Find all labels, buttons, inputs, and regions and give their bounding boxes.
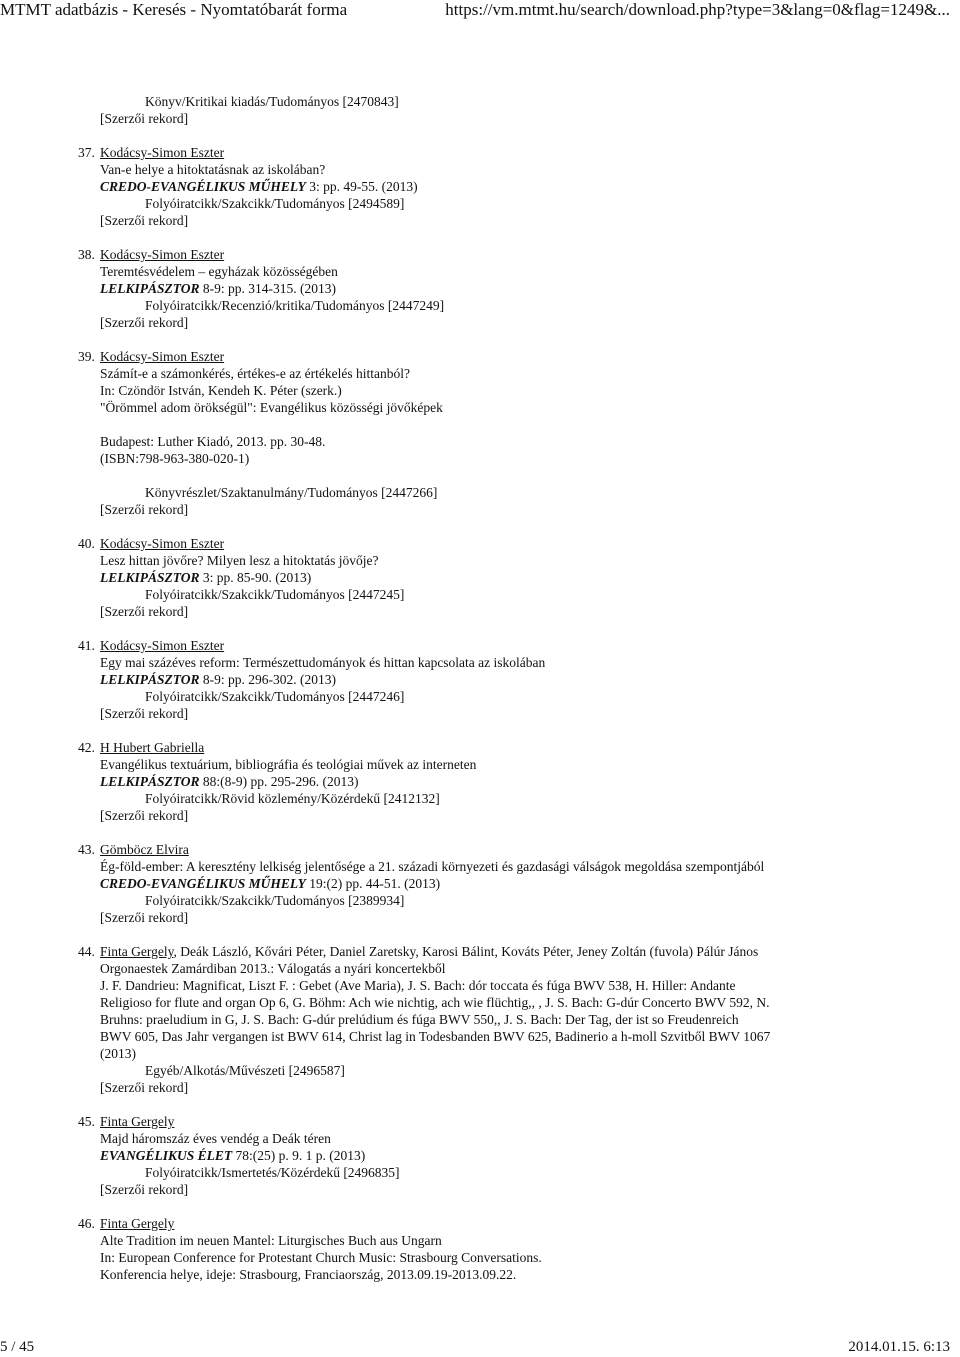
conference-info: Konferencia helye, ideje: Strasbourg, Franciaország, 2013.09.19-2013.09.22. xyxy=(100,1267,517,1282)
entry-type: Könyvrészlet/Szaktanulmány/Tudományos [2447266] xyxy=(145,485,438,500)
page-header-url: https://vm.mtmt.hu/search/download.php?type=3&lang=0&flag=1249&... xyxy=(445,0,950,19)
author-link[interactable]: Kodácsy-Simon Eszter xyxy=(100,349,225,364)
entry-type: Folyóiratcikk/Szakcikk/Tudományos [2494589] xyxy=(145,196,405,211)
journal-pages: 88:(8-9) pp. 295-296. (2013) xyxy=(199,774,359,789)
journal-pages: 8-9: pp. 296-302. (2013) xyxy=(199,672,337,687)
entry-title: Teremtésvédelem – egyházak közösségében xyxy=(100,264,338,279)
list-item xyxy=(78,535,948,620)
entry-title: Ég-föld-ember: A keresztény lelkiség jelentősége a 21. századi környezeti és gazdasági válságok megoldása szempontjából xyxy=(100,859,765,874)
entry-number: 45. xyxy=(78,1114,95,1129)
coauthors: , Deák László, Kővári Péter, Daniel Zaretsky, Karosi Bálint, Kováts Péter, Jeney Zoltán (fuvola) Pálúr János xyxy=(173,944,759,959)
entry-number: 46. xyxy=(78,1216,95,1231)
author-record-link[interactable]: [Szerzői rekord] xyxy=(100,910,189,925)
author-link[interactable]: H Hubert Gabriella xyxy=(100,740,205,755)
author-record-link[interactable]: [Szerzői rekord] xyxy=(100,111,189,126)
journal-pages: 78:(25) p. 9. 1 p. (2013) xyxy=(232,1148,366,1163)
author-link[interactable]: Kodácsy-Simon Eszter xyxy=(100,638,225,653)
entry-title: Van-e helye a hitoktatásnak az iskolában? xyxy=(100,162,326,177)
entry-in: In: Czöndör István, Kendeh K. Péter (szerk.) xyxy=(100,383,342,398)
entry-title: Majd háromszáz éves vendég a Deák téren xyxy=(100,1131,331,1146)
isbn: (ISBN:798-963-380-020-1) xyxy=(100,451,250,466)
journal-name: EVANGÉLIKUS ÉLET xyxy=(100,1148,233,1163)
entry-description-line: J. F. Dandrieu: Magnificat, Liszt F. : Gebet (Ave Maria), J. S. Bach: dór toccata és fúga BWV 538, H. Hiller: Andante xyxy=(100,978,736,993)
list-item xyxy=(78,144,948,229)
print-datetime: 2014.01.15. 6:13 xyxy=(848,1339,950,1355)
entry-description-line: Religioso for flute and organ Op 6, G. Böhm: Ach wie nichtig, ach wie flüchtig,, , J. S. Bach: G-dúr Concerto BWV 592, N. xyxy=(100,995,770,1010)
entry-number: 40. xyxy=(78,536,95,551)
journal-name: LELKIPÁSZTOR xyxy=(100,570,200,585)
entry-title: Lesz hittan jövőre? Milyen lesz a hitoktatás jövője? xyxy=(100,553,379,568)
journal-pages: 3: pp. 85-90. (2013) xyxy=(199,570,312,585)
entry-type: Folyóiratcikk/Ismertetés/Közérdekű [2496835] xyxy=(145,1165,400,1180)
journal-name: LELKIPÁSZTOR xyxy=(100,672,200,687)
results-list xyxy=(78,93,948,1283)
prev-entry-type: Könyv/Kritikai kiadás/Tudományos [2470843] xyxy=(145,94,399,109)
journal-name: CREDO-EVANGÉLIKUS MŰHELY xyxy=(100,876,306,891)
list-item xyxy=(78,841,948,926)
author-link[interactable]: Kodácsy-Simon Eszter xyxy=(100,247,225,262)
list-item xyxy=(78,637,948,722)
entry-type: Folyóiratcikk/Szakcikk/Tudományos [2447245] xyxy=(145,587,405,602)
journal-name: LELKIPÁSZTOR xyxy=(100,281,200,296)
entry-number: 44. xyxy=(78,944,95,959)
list-item xyxy=(78,348,948,518)
entry-year: (2013) xyxy=(100,1046,136,1061)
author-link[interactable]: Finta Gergely xyxy=(100,1216,175,1231)
author-link[interactable]: Kodácsy-Simon Eszter xyxy=(100,536,225,551)
list-item xyxy=(78,943,948,1096)
entry-in: In: European Conference for Protestant Church Music: Strasbourg Conversations. xyxy=(100,1250,542,1265)
entry-number: 37. xyxy=(78,145,95,160)
author-link[interactable]: Kodácsy-Simon Eszter xyxy=(100,145,225,160)
entry-title: Számít-e a számonkérés, értékes-e az értékelés hittanból? xyxy=(100,366,410,381)
author-record-link[interactable]: [Szerzői rekord] xyxy=(100,502,189,517)
journal-name: LELKIPÁSZTOR xyxy=(100,774,200,789)
author-record-link[interactable]: [Szerzői rekord] xyxy=(100,315,189,330)
author-link[interactable]: Finta Gergely xyxy=(100,1114,175,1129)
author-record-link[interactable]: [Szerzői rekord] xyxy=(100,1080,189,1095)
entry-title: Alte Tradition im neuen Mantel: Liturgisches Buch aus Ungarn xyxy=(100,1233,442,1248)
journal-pages: 3: pp. 49-55. (2013) xyxy=(305,179,418,194)
entry-type: Folyóiratcikk/Rövid közlemény/Közérdekű [2412132] xyxy=(145,791,440,806)
entry-number: 39. xyxy=(78,349,95,364)
author-record-link[interactable]: [Szerzői rekord] xyxy=(100,808,189,823)
author-record-link[interactable]: [Szerzői rekord] xyxy=(100,706,189,721)
list-item xyxy=(78,739,948,824)
entry-title: Evangélikus textuárium, bibliográfia és teológiai művek az interneten xyxy=(100,757,477,772)
publisher: Budapest: Luther Kiadó, 2013. pp. 30-48. xyxy=(100,434,326,449)
list-item xyxy=(78,1215,948,1283)
journal-pages: 8-9: pp. 314-315. (2013) xyxy=(199,281,337,296)
entry-number: 41. xyxy=(78,638,95,653)
entry-number: 42. xyxy=(78,740,95,755)
entry-number: 43. xyxy=(78,842,95,857)
page-header-title: MTMT adatbázis - Keresés - Nyomtatóbarát forma xyxy=(0,0,348,19)
author-link[interactable]: Finta Gergely xyxy=(100,944,174,959)
author-record-link[interactable]: [Szerzői rekord] xyxy=(100,213,189,228)
author-record-link[interactable]: [Szerzői rekord] xyxy=(100,604,189,619)
entry-description-line: Bruhns: praeludium in G, J. S. Bach: G-dúr prelúdium és fúga BWV 550,, J. S. Bach: Der Tag, der ist so Freudenreich xyxy=(100,1012,739,1027)
entry-title: Egy mai százéves reform: Természettudományok és hittan kapcsolata az iskolában xyxy=(100,655,546,670)
journal-name: CREDO-EVANGÉLIKUS MŰHELY xyxy=(100,179,306,194)
author-link[interactable]: Gömböcz Elvira xyxy=(100,842,189,857)
entry-title: Orgonaestek Zamárdiban 2013.: Válogatás a nyári koncertekből xyxy=(100,961,446,976)
entry-type: Folyóiratcikk/Szakcikk/Tudományos [2389934] xyxy=(145,893,405,908)
page-number: 5 / 45 xyxy=(0,1339,35,1355)
list-item xyxy=(78,246,948,331)
page-header xyxy=(0,0,960,22)
list-item xyxy=(78,1113,948,1198)
entry-description-line: BWV 605, Das Jahr vergangen ist BWV 614, Christ lag in Todesbanden BWV 625, Badinerio a h-moll Szvitből BWV 1067 xyxy=(100,1029,771,1044)
book-title: "Örömmel adom örökségül": Evangélikus közösségi jövőképek xyxy=(100,400,443,415)
author-record-link[interactable]: [Szerzői rekord] xyxy=(100,1182,189,1197)
entry-type: Egyéb/Alkotás/Művészeti [2496587] xyxy=(145,1063,345,1078)
entry-type: Folyóiratcikk/Recenzió/kritika/Tudományos [2447249] xyxy=(145,298,445,313)
entry-type: Folyóiratcikk/Szakcikk/Tudományos [2447246] xyxy=(145,689,405,704)
entry-number: 38. xyxy=(78,247,95,262)
journal-pages: 19:(2) pp. 44-51. (2013) xyxy=(305,876,441,891)
